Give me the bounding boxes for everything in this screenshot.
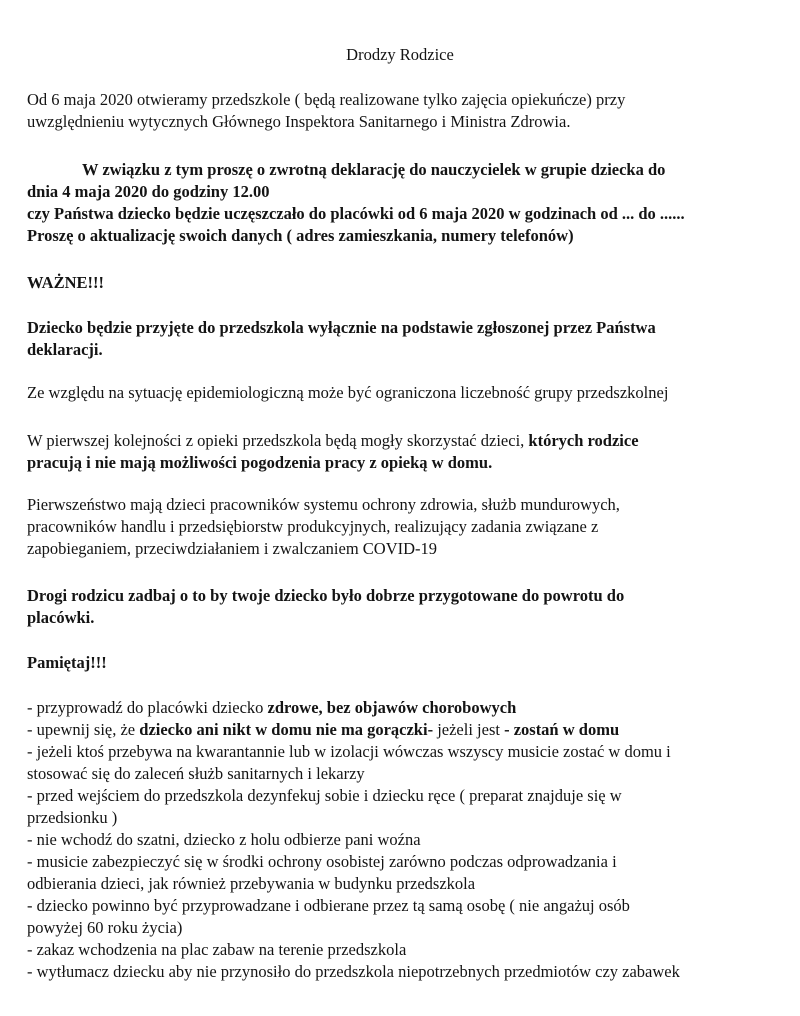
- declaration-line: czy Państwa dziecko będzie uczęszczało do placówki od 6 maja 2020 w godzinach od ... do ......: [27, 204, 685, 223]
- admission-paragraph: [27, 317, 787, 361]
- list-item-text: - przyprowadź do placówki dziecko: [27, 698, 268, 717]
- declaration-line: W związku z tym proszę o zwrotną deklarację do nauczycielek w grupie dziecka do: [82, 160, 666, 179]
- list-item: - zakaz wchodzenia na plac zabaw na terenie przedszkola: [27, 940, 407, 959]
- list-item-line: odbierania dzieci, jak również przebywania w budynku przedszkola: [27, 874, 476, 893]
- prepare-line: Drogi rodzicu zadbaj o to by twoje dziecko było dobrze przygotowane do powrotu do: [27, 586, 625, 605]
- priority-first-emphasis-line: pracują i nie mają możliwości pogodzenia pracy z opieką w domu.: [27, 453, 493, 472]
- prepare-line: placówki.: [27, 608, 95, 627]
- list-item-line: - musicie zabezpieczyć się w środki ochrony osobistej zarówno podczas odprowadzania i: [27, 852, 617, 871]
- list-item: [27, 719, 787, 741]
- declaration-line: dnia 4 maja 2020 do godziny 12.00: [27, 182, 270, 201]
- list-item-line: powyżej 60 roku życia): [27, 918, 183, 937]
- declaration-line: Proszę o aktualizację swoich danych ( adres zamieszkania, numery telefonów): [27, 226, 574, 245]
- priority-workers-line: Pierwszeństwo mają dzieci pracowników systemu ochrony zdrowia, służb mundurowych,: [27, 495, 620, 514]
- intro-line: uwzględnieniu wytycznych Głównego Inspektora Sanitarnego i Ministra Zdrowia.: [27, 112, 571, 131]
- priority-first-emphasis: których rodzice: [528, 431, 639, 450]
- list-item-text: - upewnij się, że: [27, 720, 140, 739]
- admission-line: Dziecko będzie przyjęte do przedszkola wyłącznie na podstawie zgłoszonej przez Państwa: [27, 318, 656, 337]
- priority-first-line: [27, 430, 787, 452]
- priority-first-text: W pierwszej kolejności z opieki przedszkola będą mogły skorzystać dzieci,: [27, 431, 529, 450]
- list-item-line: przedsionku ): [27, 808, 118, 827]
- list-item-line: - dziecko powinno być przyprowadzane i odbierane przez tą samą osobę ( nie angażuj osób: [27, 896, 630, 915]
- list-item: - wytłumacz dziecku aby nie przynosiło do przedszkola niepotrzebnych przedmiotów czy zabawek: [27, 962, 680, 981]
- priority-first-paragraph: [27, 430, 787, 474]
- list-item-line: - jeżeli ktoś przebywa na kwarantannie lub w izolacji wówczas wszyscy musicie zostać w domu i: [27, 742, 671, 761]
- epidemic-paragraph: Ze względu na sytuację epidemiologiczną może być ograniczona liczebność grupy przedszkolnej: [27, 383, 669, 402]
- priority-workers-line: pracowników handlu i przedsiębiorstw produkcyjnych, realizujący zadania związane z: [27, 517, 599, 536]
- prepare-paragraph: [27, 585, 787, 629]
- intro-paragraph: [27, 89, 787, 133]
- list-item: - nie wchodź do szatni, dziecko z holu odbierze pani woźna: [27, 830, 421, 849]
- intro-line: Od 6 maja 2020 otwieramy przedszkole ( będą realizowane tylko zajęcia opiekuńcze) przy: [27, 90, 626, 109]
- list-item-line: stosować się do zaleceń służb sanitarnych i lekarzy: [27, 764, 365, 783]
- priority-workers-paragraph: [27, 494, 787, 560]
- rules-list: [27, 697, 787, 983]
- list-item-line: - przed wejściem do przedszkola dezynfekuj sobie i dziecku ręce ( preparat znajduje się w: [27, 786, 622, 805]
- list-item-emphasis: - zostań w domu: [504, 720, 620, 739]
- list-item-text: jeżeli jest: [433, 720, 505, 739]
- declaration-paragraph: [27, 159, 787, 247]
- admission-line: deklaracji.: [27, 340, 103, 359]
- priority-workers-line: zapobieganiem, przeciwdziałaniem i zwalczaniem COVID-19: [27, 539, 438, 558]
- remember-heading: Pamiętaj!!!: [27, 653, 107, 672]
- important-heading: WAŻNE!!!: [27, 273, 104, 292]
- list-item-emphasis: dziecko ani nikt w domu nie ma gorączki-: [139, 720, 434, 739]
- list-item: [27, 697, 787, 719]
- list-item-emphasis: zdrowe, bez objawów chorobowych: [267, 698, 517, 717]
- letter-title: Drodzy Rodzice: [346, 45, 454, 64]
